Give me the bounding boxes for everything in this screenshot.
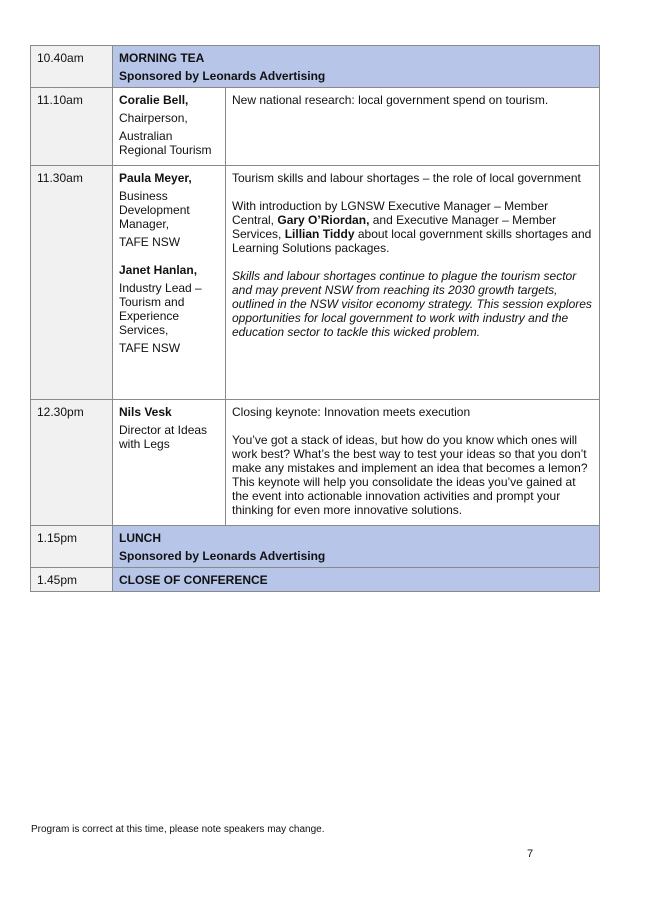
intro-speaker-name: Lillian Tiddy bbox=[284, 227, 355, 241]
break-title: MORNING TEA bbox=[119, 51, 205, 65]
table-row bbox=[31, 526, 600, 568]
time-cell: 11.30am bbox=[31, 166, 113, 400]
table-row bbox=[31, 166, 600, 400]
speaker-org: TAFE NSW bbox=[119, 235, 181, 249]
break-title: LUNCH bbox=[119, 531, 161, 545]
break-cell bbox=[113, 46, 600, 88]
session-cell bbox=[226, 400, 600, 526]
table-row bbox=[31, 46, 600, 88]
speaker-role: Director at Ideas with Legs bbox=[119, 423, 208, 451]
break-cell bbox=[113, 526, 600, 568]
break-cell bbox=[113, 568, 600, 592]
agenda-table bbox=[30, 45, 600, 592]
speaker-name: Coralie Bell, bbox=[119, 93, 189, 107]
break-title: CLOSE OF CONFERENCE bbox=[119, 573, 268, 587]
session-title: Closing keynote: Innovation meets execution bbox=[232, 405, 471, 419]
session-summary: Skills and labour shortages continue to plague the tourism sector and may prevent NSW from reaching its 2030 growth targets, outlined in the NSW visitor economy strategy. This session explores opportunities for local government to work with industry and the education sector to tackle this wicked problem. bbox=[232, 269, 592, 339]
table-row bbox=[31, 88, 600, 166]
speaker-name: Janet Hanlan, bbox=[119, 263, 198, 277]
speaker-org: TAFE NSW bbox=[119, 341, 181, 355]
spacer bbox=[119, 249, 219, 263]
session-title: New national research: local government spend on tourism. bbox=[232, 93, 549, 107]
session-cell bbox=[226, 88, 600, 166]
time-cell: 11.10am bbox=[31, 88, 113, 166]
time-cell: 10.40am bbox=[31, 46, 113, 88]
speaker-name: Nils Vesk bbox=[119, 405, 172, 419]
session-summary: You’ve got a stack of ideas, but how do you know which ones will work best? What’s the best way to test your ideas so that you don’t make any mistakes and implement an idea that becomes a lemon? This keynote will help you consolidate the ideas you’ve gained at the event into actionable innovation activities and prompt your thinking for even more innovative solutions. bbox=[232, 433, 588, 517]
speaker-cell bbox=[113, 400, 226, 526]
session-title: Tourism skills and labour shortages – the role of local government bbox=[232, 171, 581, 185]
sponsor-text: Sponsored by Leonards Advertising bbox=[119, 549, 326, 563]
intro-speaker-name: Gary O’Riordan, bbox=[277, 213, 370, 227]
intro-text: With introduction by LGNSW Executive Manager – Member Central, bbox=[232, 199, 549, 227]
time-cell: 1.45pm bbox=[31, 568, 113, 592]
page-number: 7 bbox=[527, 848, 534, 860]
speaker-role: Business Development Manager, bbox=[119, 189, 190, 231]
session-cell bbox=[226, 166, 600, 400]
speaker-name: Paula Meyer, bbox=[119, 171, 192, 185]
session-intro bbox=[232, 199, 593, 255]
table-row bbox=[31, 400, 600, 526]
speaker-cell bbox=[113, 88, 226, 166]
footer-note: Program is correct at this time, please note speakers may change. bbox=[31, 824, 325, 835]
time-cell: 1.15pm bbox=[31, 526, 113, 568]
speaker-role: Industry Lead – Tourism and Experience Services, bbox=[119, 281, 202, 337]
speaker-role: Chairperson, bbox=[119, 111, 188, 125]
intro-text: about local government skills shortages and Learning Solutions packages. bbox=[232, 227, 592, 255]
sponsor-text: Sponsored by Leonards Advertising bbox=[119, 69, 326, 83]
speaker-org: Australian Regional Tourism bbox=[119, 129, 212, 157]
table-row bbox=[31, 568, 600, 592]
speaker-cell bbox=[113, 166, 226, 400]
time-cell: 12.30pm bbox=[31, 400, 113, 526]
intro-text: and Executive Manager – Member Services, bbox=[232, 213, 557, 241]
